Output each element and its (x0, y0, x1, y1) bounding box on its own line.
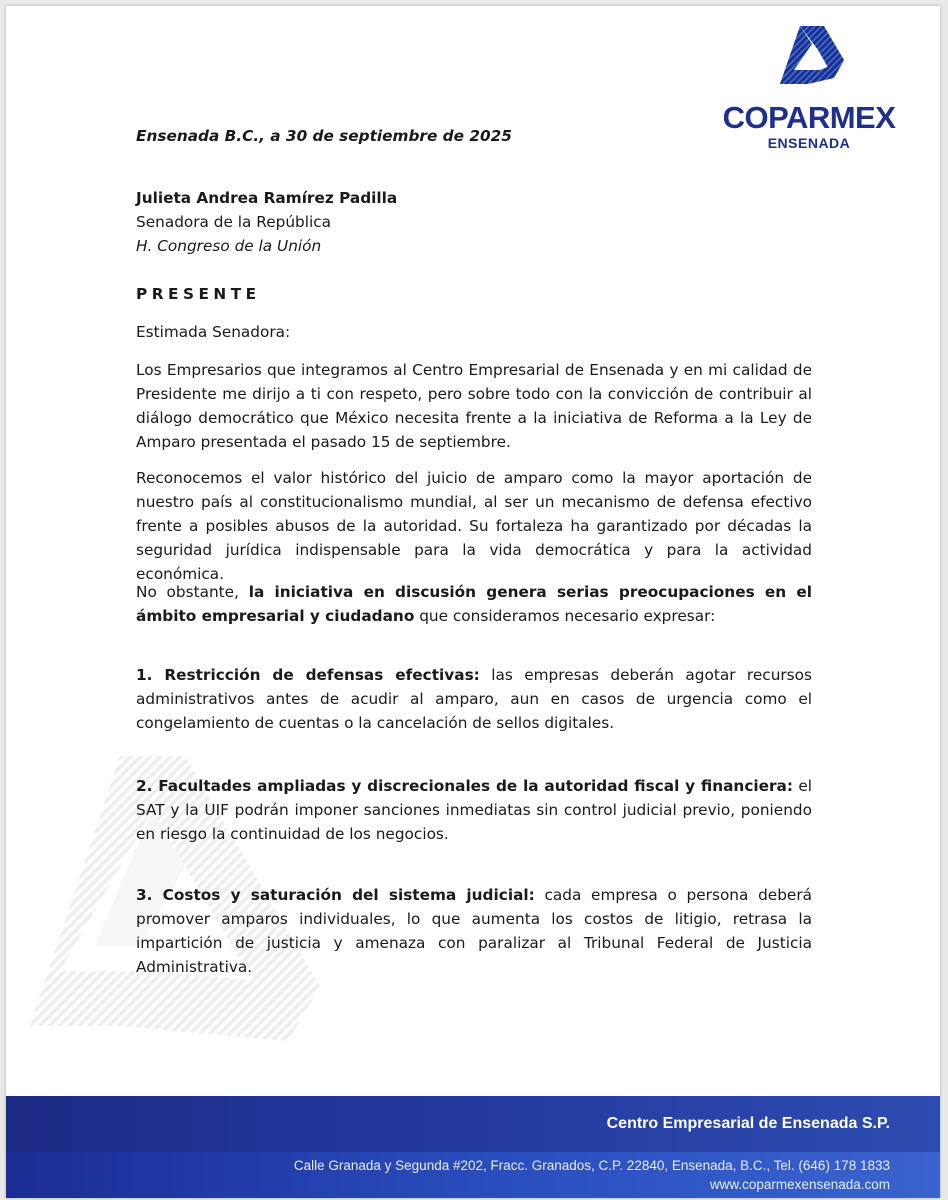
footer-website[interactable]: www.coparmexensenada.com (709, 1177, 890, 1192)
logo-city: ENSENADA (767, 135, 851, 151)
footer-band-top (6, 1096, 940, 1152)
footer-band-bottom (6, 1152, 940, 1198)
concern-item-heading: 2. Facultades ampliadas y discrecionales de la autoridad fiscal y financiera: (136, 777, 793, 795)
concern-item-text: cada empresa o persona deberá promover amparos individuales, lo que aumenta los costos de litigio, retrasa la impartición de justicia y amenaza con paralizar al Tribunal Federal de Justicia Administrativa. (136, 886, 812, 976)
recipient-block (136, 186, 812, 258)
paragraph-concerns (136, 580, 812, 628)
concern-item (136, 663, 812, 735)
letter-page (6, 6, 940, 1198)
concern-item-heading: 1. Restricción de defensas efectivas: (136, 666, 480, 684)
letter-date: Ensenada B.C., a 30 de septiembre de 2025 (136, 127, 512, 145)
footer-organization: Centro Empresarial de Ensenada S.P. (606, 1115, 890, 1132)
concern-item-text: el SAT y la UIF podrán imponer sanciones inmediatas sin control judicial previo, poniendo en riesgo la continuidad de los negocios. (136, 777, 812, 843)
logo-wordmark: COPARMEX (722, 100, 896, 135)
coparmex-emblem-icon (778, 24, 846, 86)
concern-item-text: las empresas deberán agotar recursos administrativos antes de acudir al amparo, aun en casos de urgencia como el congelamiento de cuentas o la cancelación de sellos digitales. (136, 666, 812, 732)
presente-heading: PRESENTE (136, 285, 261, 303)
paragraph-intro: Los Empresarios que integramos al Centro Empresarial de Ensenada y en mi calidad de Presidente me dirijo a ti con respeto, pero sobre todo con la convicción de contribuir al diálogo democrático que México necesita frente a la iniciativa de Reforma a la Ley de Amparo presentada el pasado 15 de septiembre. (136, 361, 812, 451)
concern-item-heading: 3. Costos y saturación del sistema judicial: (136, 886, 535, 904)
concern-item (136, 883, 812, 979)
paragraph-amparo-value: Reconocemos el valor histórico del juicio de amparo como la mayor aportación de nuestro país al constitucionalismo mundial, al ser un mecanismo de defensa efectivo frente a posibles abusos de la autoridad. Su fortaleza ha garantizado por décadas la seguridad jurídica indispensable para la vida democrática y para la actividad económica. (136, 469, 812, 583)
recipient-title: Senadora de la República (136, 213, 332, 231)
letter-footer (6, 1096, 940, 1198)
concerns-lead: No obstante, (136, 583, 249, 601)
recipient-name: Julieta Andrea Ramírez Padilla (136, 189, 398, 207)
recipient-organization: H. Congreso de la Unión (136, 237, 322, 255)
concerns-tail: que consideramos necesario expresar: (414, 607, 716, 625)
salutation: Estimada Senadora: (136, 323, 291, 341)
concerns-bold: la iniciativa en discusión genera serias preocupaciones en el ámbito empresarial y ciudadano (136, 583, 812, 625)
concern-item (136, 774, 812, 846)
footer-address: Calle Granada y Segunda #202, Fracc. Granados, C.P. 22840, Ensenada, B.C., Tel. (646) 178 1833 (293, 1158, 890, 1173)
